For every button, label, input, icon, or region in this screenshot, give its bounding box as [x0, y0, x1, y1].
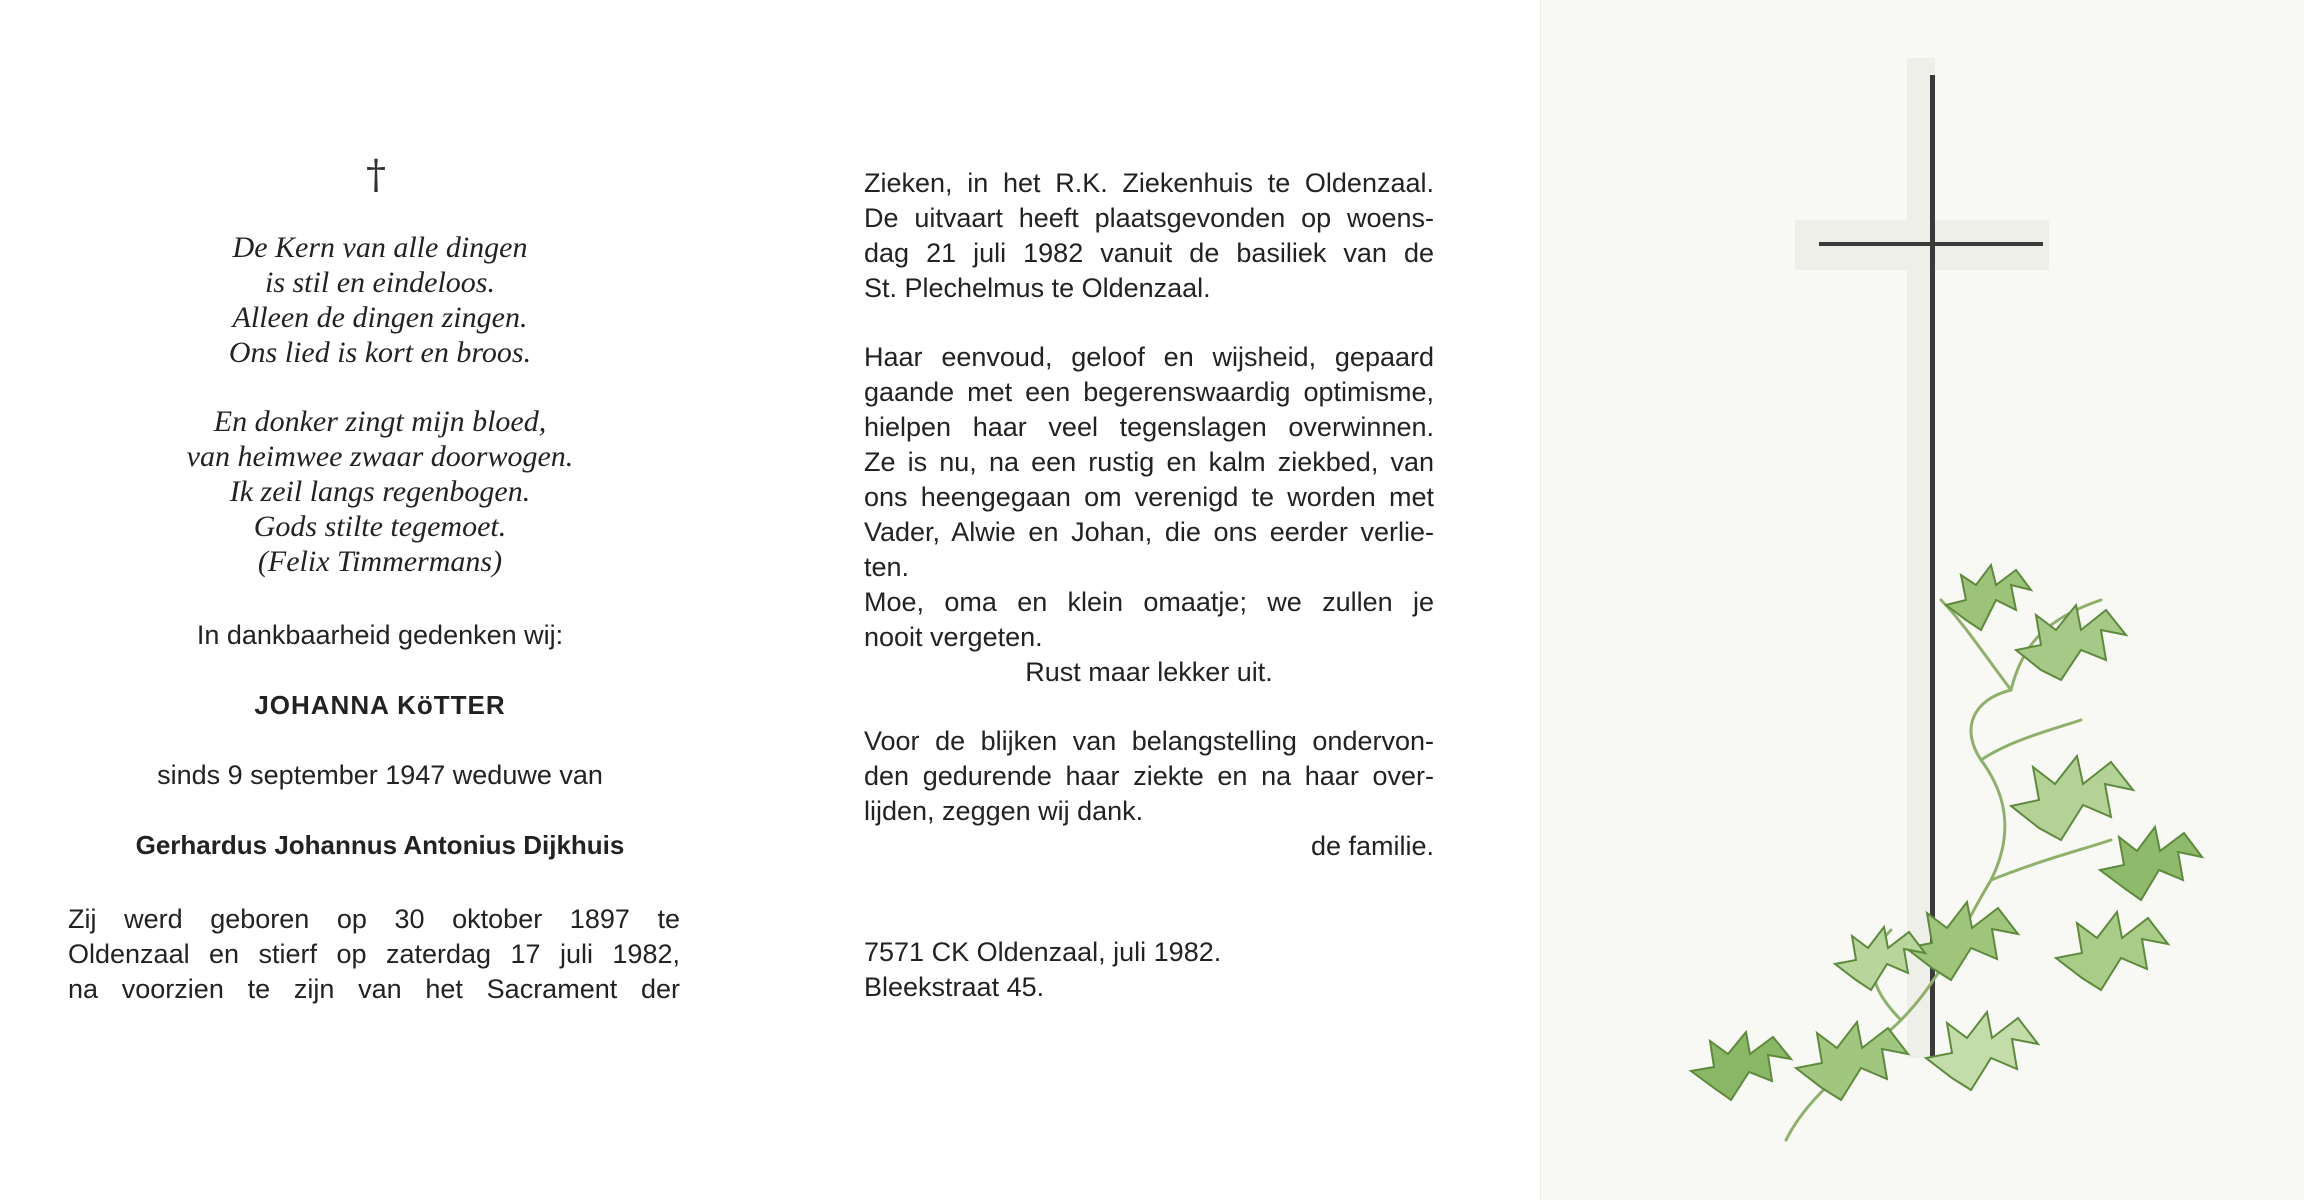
funeral-paragraph	[864, 166, 1434, 306]
rest-line: Rust maar lekker uit.	[1025, 657, 1273, 687]
poem-line: van heimwee zwaar doorwogen.	[186, 440, 574, 473]
ivy-leaf-icon	[2011, 756, 2133, 840]
poem-line: Gods stilte tegemoet.	[253, 510, 507, 543]
text-line: Voor de blijken van belangstelling ondervon-	[864, 726, 1434, 756]
deceased-name: JOHANNA KöTTER	[254, 690, 506, 720]
address-line: Bleekstraat 45.	[864, 972, 1045, 1002]
gratitude-line: In dankbaarheid gedenken wij:	[196, 620, 564, 650]
poem-stanza-1	[0, 230, 760, 370]
signature: de familie.	[1310, 831, 1434, 861]
ivy-leaf-icon	[1691, 1032, 1791, 1100]
thanks-paragraph	[864, 724, 1434, 864]
poem-line: De Kern van alle dingen	[232, 231, 528, 264]
widow-line: sinds 9 september 1947 weduwe van	[157, 760, 603, 790]
text-line: Ze is nu, na een rustig en kalm ziekbed, van	[864, 447, 1434, 477]
tribute-paragraph	[864, 340, 1434, 690]
poem-line: Ik zeil langs regenbogen.	[229, 475, 531, 508]
text-line: na voorzien te zijn van het Sacrament der	[68, 974, 680, 1004]
left-panel	[0, 0, 760, 1200]
text-line: De uitvaart heeft plaatsgevonden op woens-	[864, 203, 1434, 233]
ivy-leaf-icon	[2100, 827, 2202, 900]
text-line: Zij werd geboren op 30 oktober 1897 te	[68, 904, 680, 934]
address-block	[864, 935, 1221, 1005]
poem-line: is stil en eindeloos.	[265, 266, 495, 299]
text-line: Moe, oma en klein omaatje; we zullen je	[864, 587, 1434, 617]
text-line: Haar eenvoud, geloof en wijsheid, gepaard	[864, 342, 1434, 372]
dagger-cross-icon: †	[366, 152, 386, 198]
cross-vertical-beam	[1930, 75, 1935, 1060]
birth-paragraph	[68, 902, 680, 1007]
cross-with-ivy-illustration	[1541, 0, 2304, 1200]
text-line: ten.	[864, 552, 910, 582]
text-line: Vader, Alwie en Johan, die ons eerder verlie-	[864, 517, 1434, 547]
poem-line: Ons lied is kort en broos.	[228, 336, 532, 369]
address-line: 7571 CK Oldenzaal, juli 1982.	[864, 937, 1222, 967]
cross-horizontal-beam	[1819, 242, 2043, 246]
text-line: St. Plechelmus te Oldenzaal.	[864, 273, 1211, 303]
right-panel	[1540, 0, 2304, 1200]
ivy-leaf-icon	[1926, 1012, 2038, 1090]
ivy-leaf-icon	[1796, 1022, 1908, 1100]
poem-line: En donker zingt mijn bloed,	[213, 405, 547, 438]
text-line: dag 21 juli 1982 vanuit de basiliek van de	[864, 238, 1434, 268]
ivy-leaf-icon	[2056, 912, 2168, 990]
text-line: nooit vergeten.	[864, 622, 1043, 652]
text-line: hielpen haar veel tegenslagen overwinnen.	[864, 412, 1434, 442]
husband-name: Gerhardus Johannus Antonius Dijkhuis	[135, 830, 625, 860]
text-line: Oldenzaal en stierf op zaterdag 17 juli 1982,	[68, 939, 680, 969]
middle-panel	[760, 0, 1540, 1200]
text-line: den gedurende haar ziekte en na haar over-	[864, 761, 1434, 791]
poem-line: Alleen de dingen zingen.	[232, 301, 528, 334]
text-line: gaande met een begerenswaardig optimisme,	[864, 377, 1434, 407]
text-line: Zieken, in het R.K. Ziekenhuis te Oldenzaal.	[864, 168, 1434, 198]
poem-author: (Felix Timmermans)	[257, 545, 503, 578]
ivy-leaves	[1691, 565, 2202, 1100]
text-line: lijden, zeggen wij dank.	[864, 796, 1144, 826]
poem-stanza-2	[0, 404, 760, 579]
text-line: ons heengegaan om verenigd te worden met	[864, 482, 1434, 512]
